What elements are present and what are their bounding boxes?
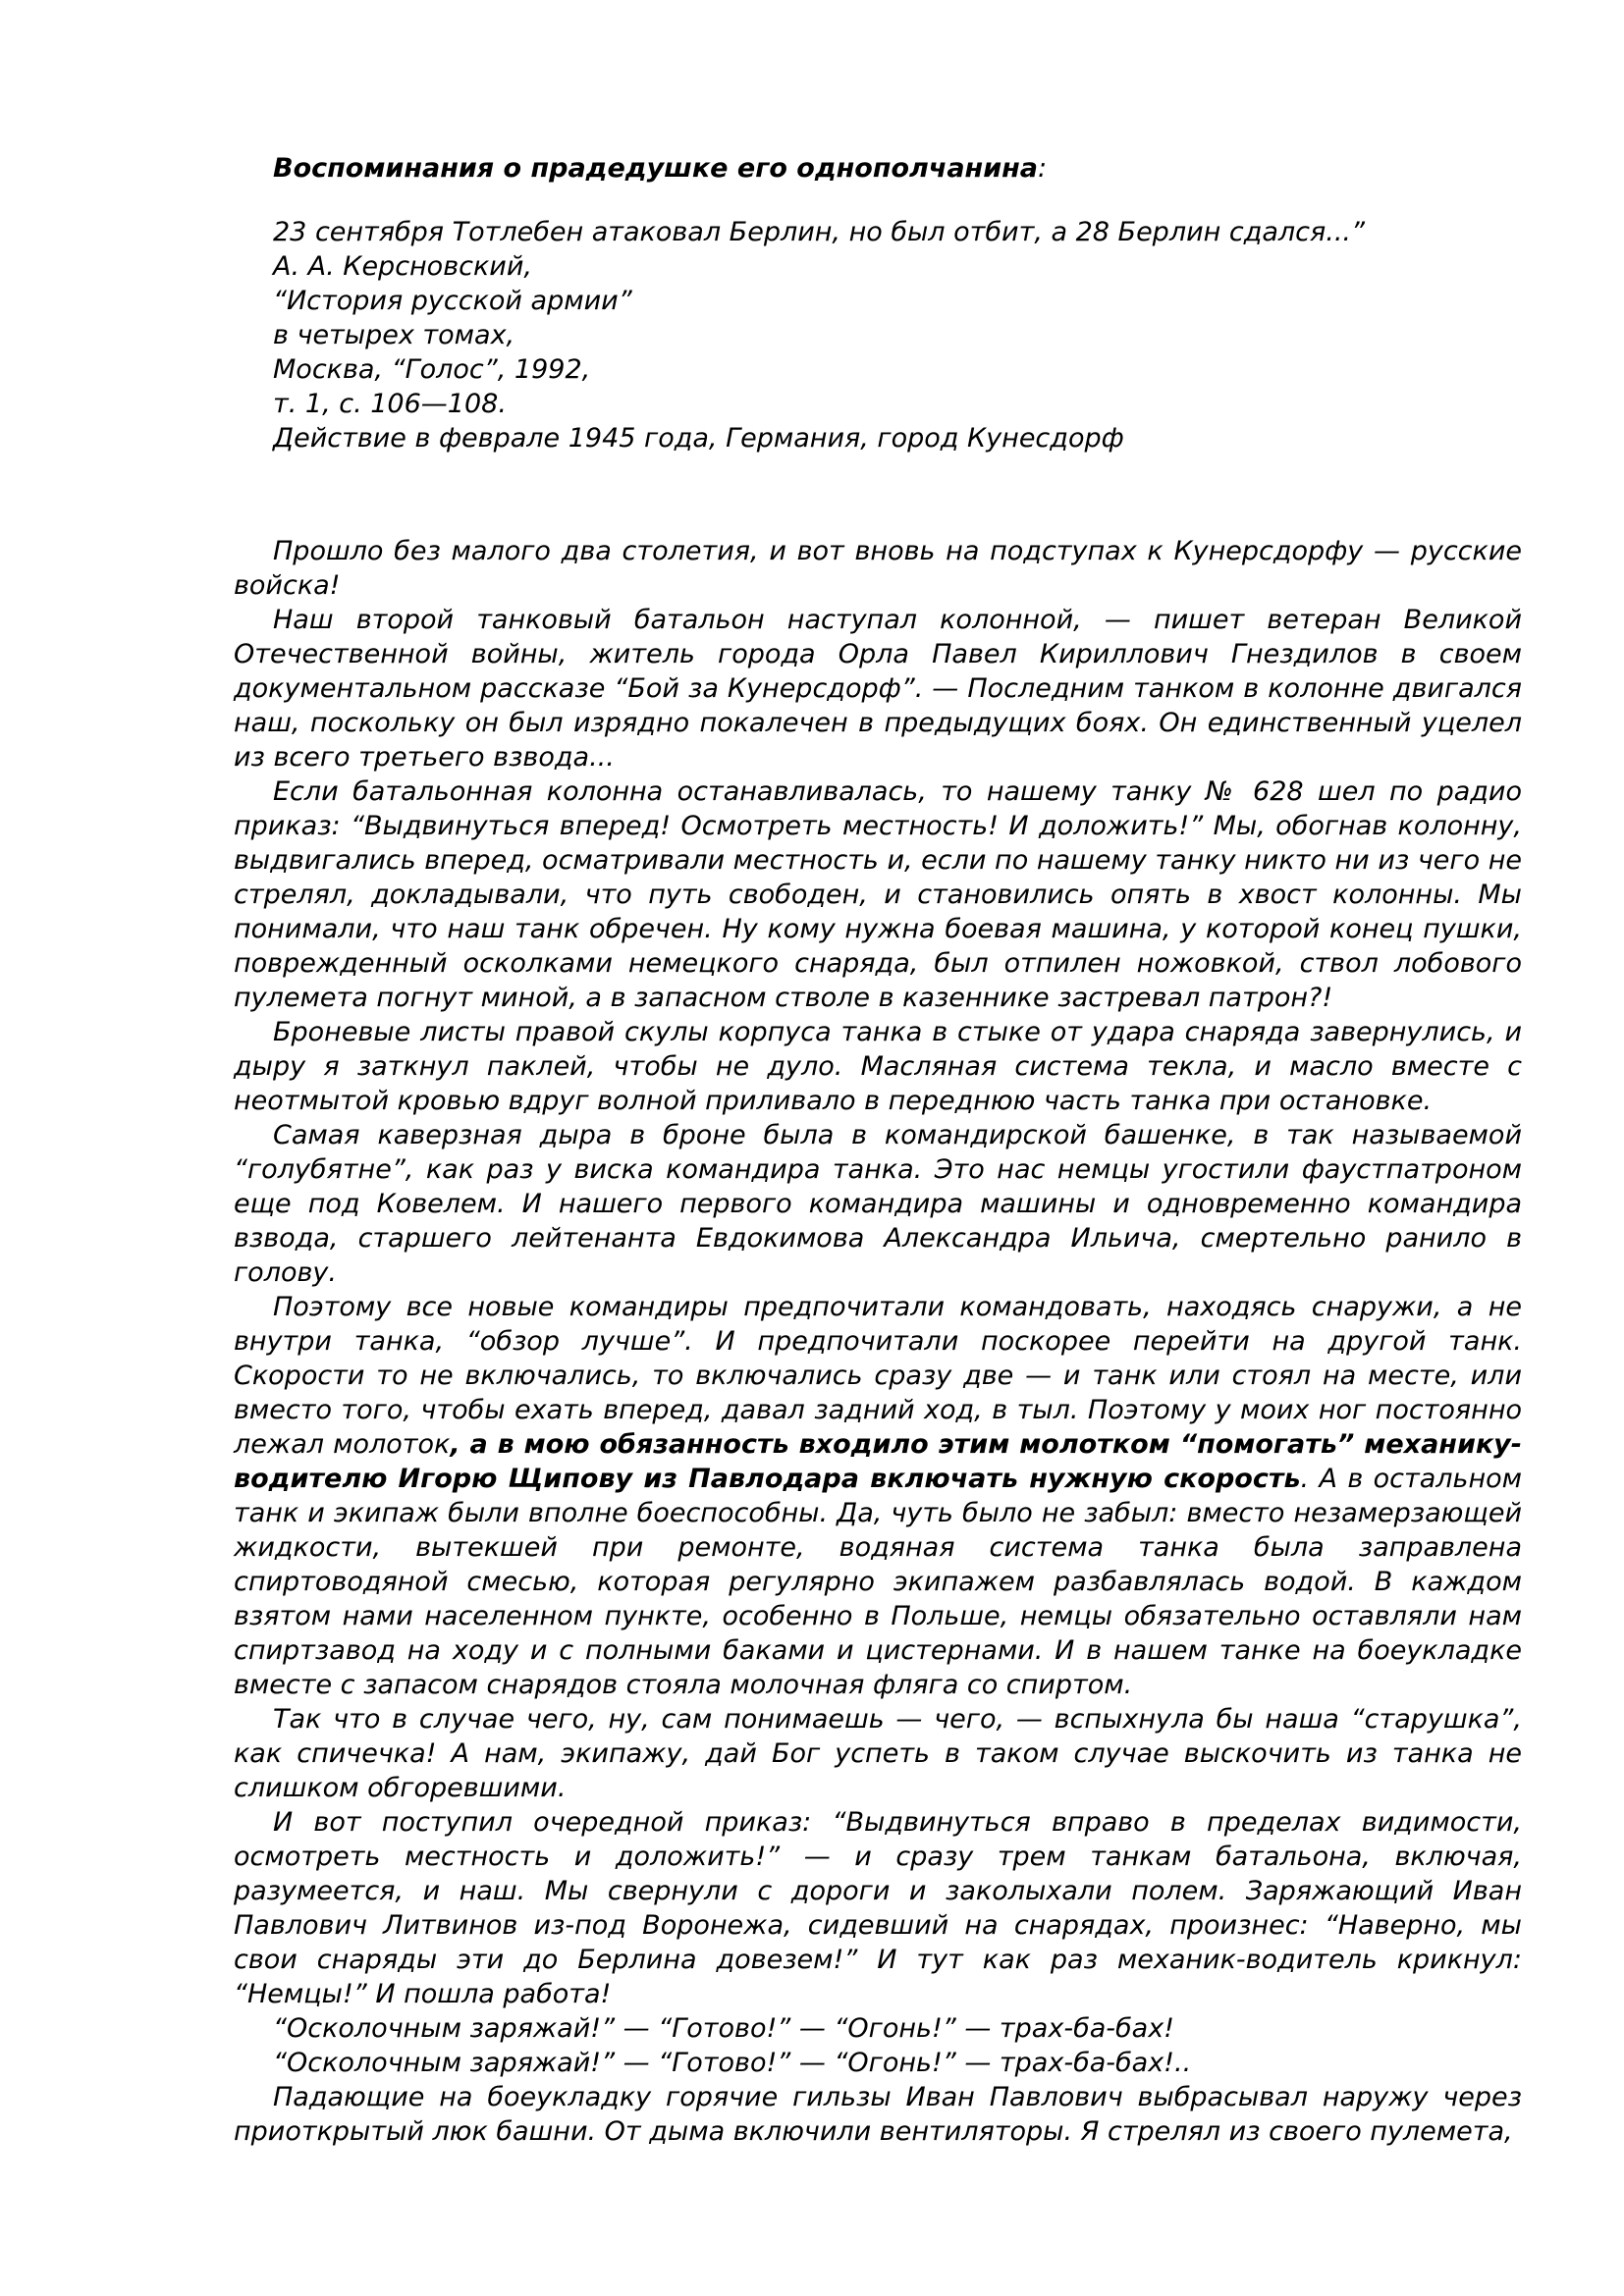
heading-colon: :: [1038, 153, 1048, 184]
document-body: [234, 534, 1522, 2149]
paragraph: И вот поступил очередной приказ: “Выдвинуться вправо в пределах видимости, осмотреть местность и доложить!” — и сразу трем танкам батальона, включая, разумеется, и наш. Мы свернули с дороги и заколыхали полем. Заряжающий Иван Павлович Литвинов из-под Воронежа, сидевший на снарядах, произнес: “Наверно, мы свои снаряды эти до Берлина довезем!” И тут как раз механик-водитель крикнул: “Немцы!” И пошла работа!: [234, 1807, 1522, 2009]
paragraph: Наш второй танковый батальон наступал колонной, — пишет ветеран Великой Отечественной войны, житель города Орла Павел Кириллович Гнездилов в своем документальном рассказе “Бой за Кунерсдорф”. — Последним танком в колонне двигался наш, поскольку он был изрядно покалечен в предыдущих боях. Он единственный уцелел из всего третьего взвода...: [234, 605, 1522, 773]
epigraph-line: в четырех томах,: [273, 320, 515, 350]
document-heading: [273, 151, 1522, 186]
paragraph: “Осколочным заряжай!” — “Готово!” — “Огонь!” — трах-ба-бах!: [273, 2013, 1174, 2044]
paragraph-with-emphasis: [234, 1290, 1522, 1702]
epigraph: [273, 215, 1522, 455]
paragraph-text: . А в остальном танк и экипаж были вполне боеспособны. Да, чуть было не забыл: вместо незамерзающей жидкости, вытекшей при ремонте, водяная система танка была заправлена спиртоводяной смесью, которая регулярно экипажем разбавлялась водой. В каждом взятом нами населенном пункте, особенно в Польше, немцы обязательно оставляли нам спиртзавод на ходу и с полными баками и цистернами. И в нашем танке на боеукладке вместе с запасом снарядов стояла молочная фляга со спиртом.: [234, 1464, 1522, 1700]
epigraph-line: 23 сентября Тотлебен атаковал Берлин, но был отбит, а 28 Берлин сдался...”: [273, 217, 1365, 247]
paragraph: Самая каверзная дыра в броне была в командирской башенке, в так называемой “голубятне”, как раз у виска командира танка. Это нас немцы угостили фаустпатроном еще под Ковелем. И нашего первого командира машины и одновременно командира взвода, старшего лейтенанта Евдокимова Александра Ильича, смертельно ранило в голову.: [234, 1120, 1522, 1288]
paragraph: Броневые листы правой скулы корпуса танка в стыке от удара снаряда завернулись, и дыру я заткнул паклей, чтобы не дуло. Масляная система текла, и масло вместе с неотмытой кровью вдруг волной приливало в переднюю часть танка при остановке.: [234, 1017, 1522, 1116]
heading-text: Воспоминания о прадедушке его однополчанина: [273, 153, 1039, 184]
document-page: [234, 151, 1522, 2149]
paragraph: Так что в случае чего, ну, сам понимаешь — чего, — вспыхнула бы наша “старушка”, как спичечка! А нам, экипажу, дай Бог успеть в таком случае выскочить из танка не слишком обгоревшими.: [234, 1704, 1522, 1803]
epigraph-line: Москва, “Голос”, 1992,: [273, 354, 591, 385]
paragraph: Если батальонная колонна останавливалась, то нашему танку № 628 шел по радио приказ: “Выдвинуться вперед! Осмотреть местность! И доложить!” Мы, обогнав колонну, выдвигались вперед, осматривали местность и, если по нашему танку никто ни из чего не стрелял, докладывали, что путь свободен, и становились опять в хвост колонны. Мы понимали, что наш танк обречен. Ну кому нужна боевая машина, у которой конец пушки, поврежденный осколками немецкого снаряда, был отпилен ножовкой, ствол лобового пулемета погнут миной, а в запасном стволе в казеннике застревал патрон?!: [234, 776, 1522, 1013]
epigraph-line: т. 1, с. 106—108.: [273, 389, 507, 419]
epigraph-line: Действие в феврале 1945 года, Германия, город Кунесдорф: [273, 423, 1124, 454]
epigraph-line: “История русской армии”: [273, 286, 632, 316]
epigraph-line: А. А. Керсновский,: [273, 251, 532, 282]
paragraph: “Осколочным заряжай!” — “Готово!” — “Огонь!” — трах-ба-бах!..: [273, 2048, 1192, 2078]
paragraph: Прошло без малого два столетия, и вот вновь на подступах к Кунерсдорфу — русские войска!: [234, 536, 1522, 601]
paragraph: Падающие на боеукладку горячие гильзы Иван Павлович выбрасывал наружу через приоткрытый люк башни. От дыма включили вентиляторы. Я стрелял из своего пулемета,: [234, 2082, 1522, 2147]
emphasized-text: , а в мою обязанность входило этим молотком “помогать” механику-водителю Игорю Щипову из Павлодара включать нужную скорость: [234, 1429, 1522, 1494]
paragraph-text: Поэтому все новые командиры предпочитали командовать, находясь снаружи, а не внутри танка, “обзор лучше”. И предпочитали поскорее перейти на другой танк. Скорости то не включались, то включались сразу две — и танк или стоял на месте, или вместо того, чтобы ехать вперед, давал задний ход, в тыл. Поэтому у моих ног постоянно лежал молоток: [234, 1292, 1522, 1460]
